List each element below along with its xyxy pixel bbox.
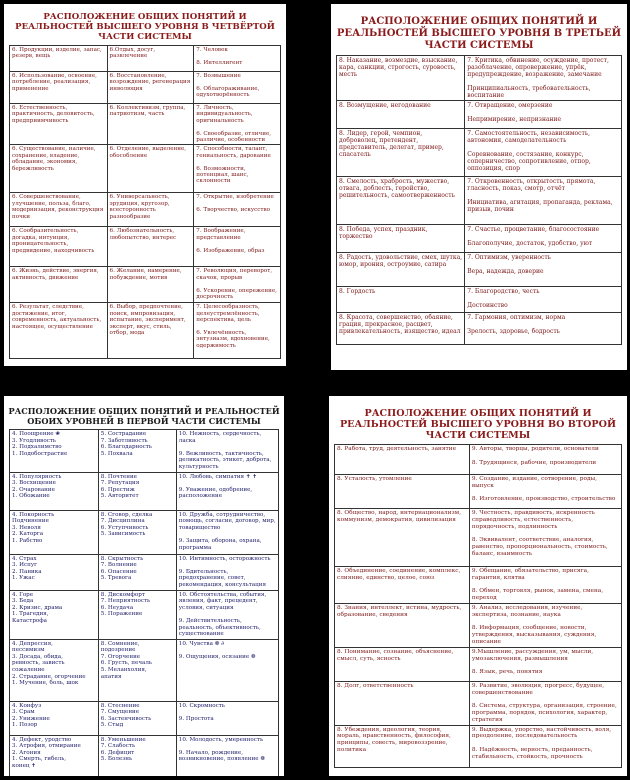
table-row bbox=[10, 510, 279, 554]
table-row bbox=[10, 701, 279, 735]
table-cell: 8. Понимание, сознание, объяснение, смысл, суть, ясность bbox=[335, 647, 470, 681]
table-cell: 6. Совершенствование, улучшение, польза, благо, модернизация, реконструкция почки bbox=[10, 193, 108, 227]
table-cell: 8. Сомнение, подозрение 7. Огорчение 6. Грусть, печаль 5. Меланхолия, апатия bbox=[98, 639, 176, 701]
table-cell: 7. Целесообразность, целеустремлённость, перспектива, цель 6. Увлечённость, энтузиазм, вдохновение, одержимость bbox=[194, 303, 281, 359]
table-cell: 8. Стеснение 7. Смущение 6. Застенчивость 5. Стыд bbox=[98, 701, 176, 735]
table-cell: 8. Общество, народ, интернационализм, коммунизм, демократия, цивилизация bbox=[335, 509, 470, 567]
table-cell: 4. Покорность Подчинение 3. Неволя 2. Каторга 1. Рабство bbox=[10, 510, 99, 554]
table-cell: 8. Долг, ответственность bbox=[335, 681, 470, 725]
table-cell: 5. Сострадание 7. Заботливость 6. Благодарность 5. Похвала bbox=[98, 430, 176, 473]
table-cell: 7. Личность, индивидуальность, оригинальность 6. Своеобразие, отличие, различие, особенности bbox=[194, 104, 281, 145]
table-cell: 7. Оптимизм, уверенность Вера, надежда, доверие bbox=[465, 253, 622, 287]
table-cell: 7. Способности, талант, гениальность, дарование 6. Возможности, потенциал, шанс, склонности bbox=[194, 145, 281, 193]
table-cell: 8. Убеждения, идеология, теория, мораль, нравственность, философия, принципы, совесть, мировоззрение, политика bbox=[335, 725, 470, 767]
table-cell: 6. Продукции, изделие, запас, резерв, вещь bbox=[10, 46, 108, 72]
table-cell: 9. Создание, издание, сотворение, роды, выпуск 8. Изготовление, производство, строительство bbox=[469, 475, 621, 509]
table-cell: 10. Чувства ❁ ∂ 9. Ощущения, осязание ❁ bbox=[176, 639, 278, 701]
table-cell: 7. Отвращение, омерзение Непримирение, непризнание bbox=[465, 101, 622, 129]
table-cell: 8. Сговор, сделка 7. Дисциплина 6. Уступчивость 5. Зависимость bbox=[98, 510, 176, 554]
table-cell: 4. Конфуз 3. Срам 2. Унижение 1. Позор bbox=[10, 701, 99, 735]
table-cell: 4. Страх 3. Испуг 2. Паника 1. Ужас bbox=[10, 554, 99, 590]
table-row bbox=[335, 647, 622, 681]
table-row bbox=[10, 472, 279, 510]
table-cell: 4. Поощрение ❀ 3. Угодливость 2. Подхалимство 1. Подобострастие bbox=[10, 430, 99, 473]
concept-table bbox=[9, 429, 279, 776]
table-cell: 7. Воображение, представление 6. Изображение, образ bbox=[194, 227, 281, 267]
table-row bbox=[10, 193, 281, 227]
table-cell: 10. Нежность, сердечность, ласка 9. Вежливость, тактичность, деликатность, этикет, доброта, культурность bbox=[176, 430, 278, 473]
table-cell: 7. Благородство, честь Достоинство bbox=[465, 287, 622, 313]
table-cell: 8. Радость, удовольствие, смех, шутка, юмор, ирония, остроумие, сатира bbox=[337, 253, 465, 287]
table-cell: 8. Красота, совершенство, обаяние, грация, прекрасное, расцвет, привлекательность, изящество, идеал bbox=[337, 313, 465, 345]
table-row bbox=[335, 725, 622, 767]
table-cell: 8. Победа, успех, праздник, торжество bbox=[337, 225, 465, 253]
table-cell: 9. Выдержка, упорство, настойчивость, воля, преодоление, последовательность 8. Надёжность, верность, преданность, стабильность, стойкость, прочность bbox=[469, 725, 621, 767]
panel-first-part bbox=[4, 396, 284, 776]
table-cell: 7. Революция, переворот, скачок, прорыв 6. Ускорение, опережение, досрочность bbox=[194, 267, 281, 303]
table-row bbox=[337, 225, 622, 253]
table-row bbox=[335, 475, 622, 509]
table-row bbox=[337, 177, 622, 225]
table-row bbox=[10, 735, 279, 776]
table-row bbox=[10, 267, 281, 303]
table-row bbox=[10, 590, 279, 639]
table-row bbox=[10, 72, 281, 104]
table-cell: 7. Счастье, процветание, благосостояние Благополучие, достаток, удобство, уют bbox=[465, 225, 622, 253]
table-cell: 6. Желание, намерение, побуждение, мотив bbox=[107, 267, 194, 303]
table-cell: 8. Смелость, храбрость, мужество, отвага, доблесть, геройство, решительность, самоотверженность bbox=[337, 177, 465, 225]
panel-second-part bbox=[329, 396, 627, 776]
table-cell: 6. Универсальность, эрудиция, кругозор, всесторонность разнообразие bbox=[107, 193, 194, 227]
table-row bbox=[337, 129, 622, 177]
table-cell: 9. Обещание, обязательство, присяга, гарантия, клятва 8. Обмен, торговля, рынок, замена, смена, переход bbox=[469, 567, 621, 604]
panel-third-part bbox=[331, 4, 627, 370]
table-cell: 6. Любознательность, любопытство, интерес bbox=[107, 227, 194, 267]
concept-table bbox=[9, 45, 281, 359]
table-row bbox=[337, 287, 622, 313]
table-cell: 9. Авторы, творцы, родители, основатели 8. Трудящиеся, рабочие, производители bbox=[469, 445, 621, 475]
table-cell: 7. Самостоятельность, независимость, автономия, самоделательность Соревнование, состязание, конкурс, соперничество, сопротивление, отпор, оппозиция, спор bbox=[465, 129, 622, 177]
table-row bbox=[335, 509, 622, 567]
table-cell: 7. Критика, обвинение, осуждение, протест, разоблачение, опровержение, упрёк, предупреждение, возражение, замечание Принципиальность, требовательность, воспитание bbox=[465, 56, 622, 101]
table-row bbox=[337, 56, 622, 101]
table-row bbox=[10, 104, 281, 145]
table-row bbox=[337, 101, 622, 129]
table-cell: 10. Интимность, осторожность 9. Бдительность, предохранение, совет, рекомендация, консультация bbox=[176, 554, 278, 590]
table-cell: 8. Наказание, возмездие, взыскание, кара, санкции, строгость, суровость, месть bbox=[337, 56, 465, 101]
table-cell: 4. Горе 3. Беда 2. Кризис, драма 1. Трагедия, Катастрофа bbox=[10, 590, 99, 639]
concept-table bbox=[334, 444, 622, 768]
table-cell: 6. Жизнь, действие, энергия, активность, движение bbox=[10, 267, 108, 303]
concept-table bbox=[336, 55, 622, 345]
table-row bbox=[337, 313, 622, 345]
table-row bbox=[335, 445, 622, 475]
table-cell: 7. Гармония, оптимизм, норма Зрелость, здоровье, бодрость bbox=[465, 313, 622, 345]
panel-fourth-part bbox=[4, 4, 286, 366]
table-cell: 10. Молодость, умеренность 9. Начало, рождение, возникновение, появление ❁ bbox=[176, 735, 278, 776]
table-cell: 7. Человек 8. Интеллигент bbox=[194, 46, 281, 72]
table-cell: 10. Любовь, симпатия ✝ ✝ 9. Уважение, одобрение, расположение bbox=[176, 472, 278, 510]
table-row bbox=[10, 303, 281, 359]
table-row bbox=[335, 681, 622, 725]
table-cell: 8. Дискомфорт 7. Неприятность 6. Неудача 5. Поражение bbox=[98, 590, 176, 639]
table-cell: 6. Выбор, предпочтение, поиск, импровизация, испытание, эксперимент, эксперт, вкус, стиль, отбор, мода bbox=[107, 303, 194, 359]
table-cell: 7. Откровенность, открытость, прямота, гласность, показ, смотр, отчёт Инициатива, агитация, пропаганда, реклама, призыв, почин bbox=[465, 177, 622, 225]
table-row bbox=[10, 639, 279, 701]
table-cell: 9. Честность, правдивость, искренность справедливость, естественность, порядочность, подлинность 8. Эквивалент, соответствие, аналогия, равенство, пропорциональность, стоимость, баланс, взаимность bbox=[469, 509, 621, 567]
table-row bbox=[335, 567, 622, 604]
table-cell: 6. Существование, наличие, сохранение, владение, обладание, экономия, бережливость bbox=[10, 145, 108, 193]
table-cell: 8. Лидер, герой, чемпион, доброволец, претендент, представитель, делегат, пример, спасатель bbox=[337, 129, 465, 177]
table-cell: 6. Отделение, выделение, обособление bbox=[107, 145, 194, 193]
panel-title: РАСПОЛОЖЕНИЕ ОБЩИХ ПОНЯТИЙ И РЕАЛЬНОСТЕЙ ВЫСШЕГО УРОВНЯ ВО ВТОРОЙ ЧАСТИ СИСТЕМЫ bbox=[339, 408, 617, 441]
table-row bbox=[337, 253, 622, 287]
panel-title: РАСПОЛОЖЕНИЕ ОБЩИХ ПОНЯТИЙ И РЕАЛЬНОСТЕЙ ОБОИХ УРОВНЕЙ В ПЕРВОЙ ЧАСТИ СИСТЕМЫ bbox=[8, 406, 280, 426]
table-cell: 10. Скромность 9. Простота bbox=[176, 701, 278, 735]
table-cell: 7. Возвышение 6. Облагораживание, одухотворённость bbox=[194, 72, 281, 104]
table-cell: 10. Дружба, сотрудничество, помощь, согласие, договор, мир, товарищество 9. Защита, оборона, охрана, программа bbox=[176, 510, 278, 554]
table-cell: 4. Дефект, уродство 3. Атрофия, отмирание 2. Агония 1. Смерть, гибель, конец ✝ bbox=[10, 735, 99, 776]
panel-title: РАСПОЛОЖЕНИЕ ОБЩИХ ПОНЯТИЙ И РЕАЛЬНОСТЕЙ ВЫСШЕГО УРОВНЯ В ЧЕТВЁРТОЙ ЧАСТИ СИСТЕМЫ bbox=[15, 12, 275, 42]
table-row bbox=[10, 145, 281, 193]
panel-title: РАСПОЛОЖЕНИЕ ОБЩИХ ПОНЯТИЙ И РЕАЛЬНОСТЕЙ ВЫСШЕГО УРОВНЯ В ТРЕТЬЕЙ ЧАСТИ СИСТЕМЫ bbox=[336, 16, 622, 51]
table-cell: 9. Развитие, эволюция, прогресс, будущее, совершенствование 8. Система, структура, организация, строение, программа, порядок, психология, характер, стратегия bbox=[469, 681, 621, 725]
table-cell: 8. Гордость bbox=[337, 287, 465, 313]
table-cell: 4. Депрессия, пессимизм 3. Досада, обида, ревность, зависть сожаление 2. Страдание, огорчение 1. Мучение, боль, шок bbox=[10, 639, 99, 701]
table-row bbox=[10, 430, 279, 473]
table-cell: 9.Мышление, рассуждения, ум, мысли, умозаключения, размышления 8. Язык, речь, понятия bbox=[469, 647, 621, 681]
table-cell: 9. Анализ, исследования, изучение, экспертиза, познание, наука 8. Информация, сообщение, новости, утверждения, высказывания, суждения, описание bbox=[469, 603, 621, 647]
table-cell: 6. Результат, следствие, достижение, итог, современность, актуальность, настоящее, осуществление bbox=[10, 303, 108, 359]
table-cell: 6.Отдых, досуг, развлечение bbox=[107, 46, 194, 72]
table-cell: 8. Почтение 7. Репутация 6. Престиж 5. Авторитет bbox=[98, 472, 176, 510]
table-cell: 8. Работа, труд, деятельность, занятие bbox=[335, 445, 470, 475]
table-row bbox=[10, 46, 281, 72]
table-cell: 8. Возмущение, негодование bbox=[337, 101, 465, 129]
table-cell: 8. Объединение, соединение, комплекс, слияние, единство, целое, союз bbox=[335, 567, 470, 604]
table-cell: 6. Восстановление, возрождение, регенерация инволюция bbox=[107, 72, 194, 104]
table-row bbox=[335, 603, 622, 647]
table-cell: 6. Использование, освоение, потребление, реализация, применение bbox=[10, 72, 108, 104]
table-cell: 10. Обстоятельства, события, явления, факт, прецедент, условия, ситуация 9. Действительность, реальность, объективность, существование bbox=[176, 590, 278, 639]
table-cell: 8. Скрытность 7. Волнение 6. Опасение 5. Тревога bbox=[98, 554, 176, 590]
table-cell: 8. Знания, интеллект, истина, мудрость, образование, сведения bbox=[335, 603, 470, 647]
table-cell: 6. Естественность, практичность, деловитость, предприимчивость bbox=[10, 104, 108, 145]
table-cell: 7. Открытие, изобретение 6. Творчество, искусство bbox=[194, 193, 281, 227]
table-cell: 8. Уменьшение 7. Слабость 6. Дефицит 5. Болезнь bbox=[98, 735, 176, 776]
table-cell: 6. Сообразительность, догадка, интуиция, проницательность, предвидение, находчивость bbox=[10, 227, 108, 267]
table-row bbox=[10, 554, 279, 590]
table-row bbox=[10, 227, 281, 267]
table-cell: 8. Усталость, утомление bbox=[335, 475, 470, 509]
table-cell: 4. Популярность 3. Восхищение 2. Очарование 1. Обожание bbox=[10, 472, 99, 510]
table-cell: 6. Коллективизм, группа, патриотизм, часть bbox=[107, 104, 194, 145]
